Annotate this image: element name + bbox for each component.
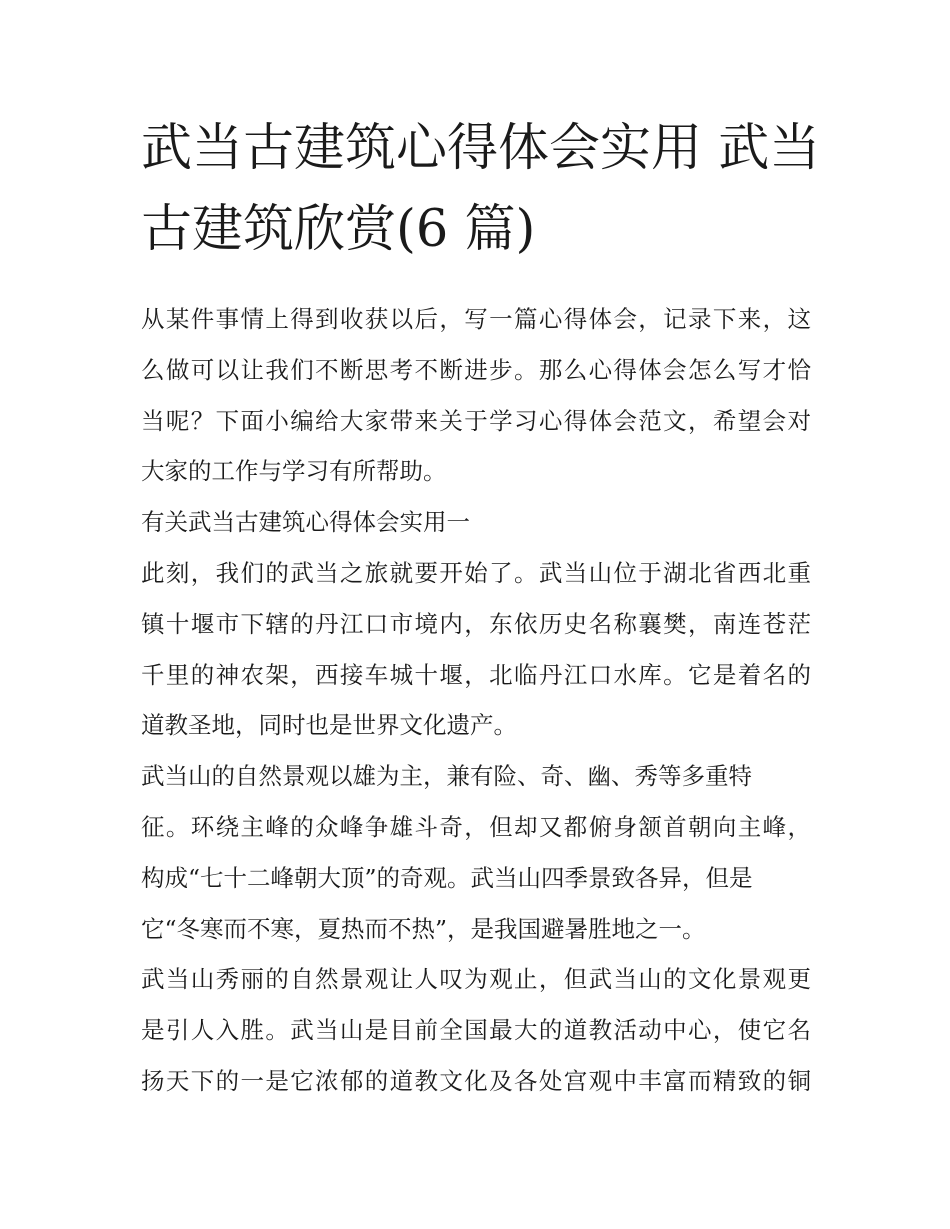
- paragraph-line: 么做可以让我们不断思考不断进步。那么心得体会怎么写才恰: [141, 355, 811, 384]
- paragraph-line: 此刻，我们的武当之旅就要开始了。武当山位于湖北省西北重: [141, 558, 811, 587]
- heading-line: 有关武当古建筑心得体会实用一: [141, 508, 470, 537]
- paragraph-line: 大家的工作与学习有所帮助。: [141, 457, 447, 486]
- paragraph-line: 构成“七十二峰朝大顶”的奇观。武当山四季景致各异，但是: [141, 863, 753, 892]
- paragraph-line: 千里的神农架，西接车城十堰，北临丹江口水库。它是着名的: [141, 660, 811, 689]
- document-title: [141, 108, 821, 270]
- paragraph-line: 镇十堰市下辖的丹江口市境内，东依历史名称襄樊，南连苍茫: [141, 609, 811, 638]
- paragraph-line: 武当山秀丽的自然景观让人叹为观止，但武当山的文化景观更: [141, 965, 811, 994]
- body-paragraph: [141, 548, 811, 751]
- paragraph-line: 道教圣地，同时也是世界文化遗产。: [141, 711, 517, 740]
- intro-paragraph: [141, 294, 811, 497]
- document-page: [141, 108, 821, 1107]
- paragraph-line: 是引人入胜。武当山是目前全国最大的道教活动中心，使它名: [141, 1016, 811, 1045]
- document-body: [141, 294, 811, 1107]
- paragraph-line: 从某件事情上得到收获以后，写一篇心得体会，记录下来，这: [141, 305, 811, 333]
- paragraph-line: 当呢？下面小编给大家带来关于学习心得体会范文，希望会对: [141, 406, 811, 435]
- paragraph-line: 扬天下的一是它浓郁的道教文化及各处宫观中丰富而精致的铜: [141, 1066, 811, 1095]
- paragraph-line: 它“冬寒而不寒，夏热而不热”，是我国避暑胜地之一。: [141, 914, 706, 943]
- paragraph-line: 武当山的自然景观以雄为主，兼有险、奇、幽、秀等多重特: [141, 762, 752, 791]
- title-line-1: 武当古建筑心得体会实用 武当: [141, 119, 821, 178]
- paragraph-line: 征。环绕主峰的众峰争雄斗奇，但却又都俯身颔首朝向主峰，: [141, 812, 811, 841]
- section-heading: [141, 497, 811, 548]
- body-paragraph: [141, 954, 811, 1106]
- body-paragraph: [141, 751, 811, 954]
- title-line-2: 古建筑欣赏(6 篇): [141, 200, 536, 259]
